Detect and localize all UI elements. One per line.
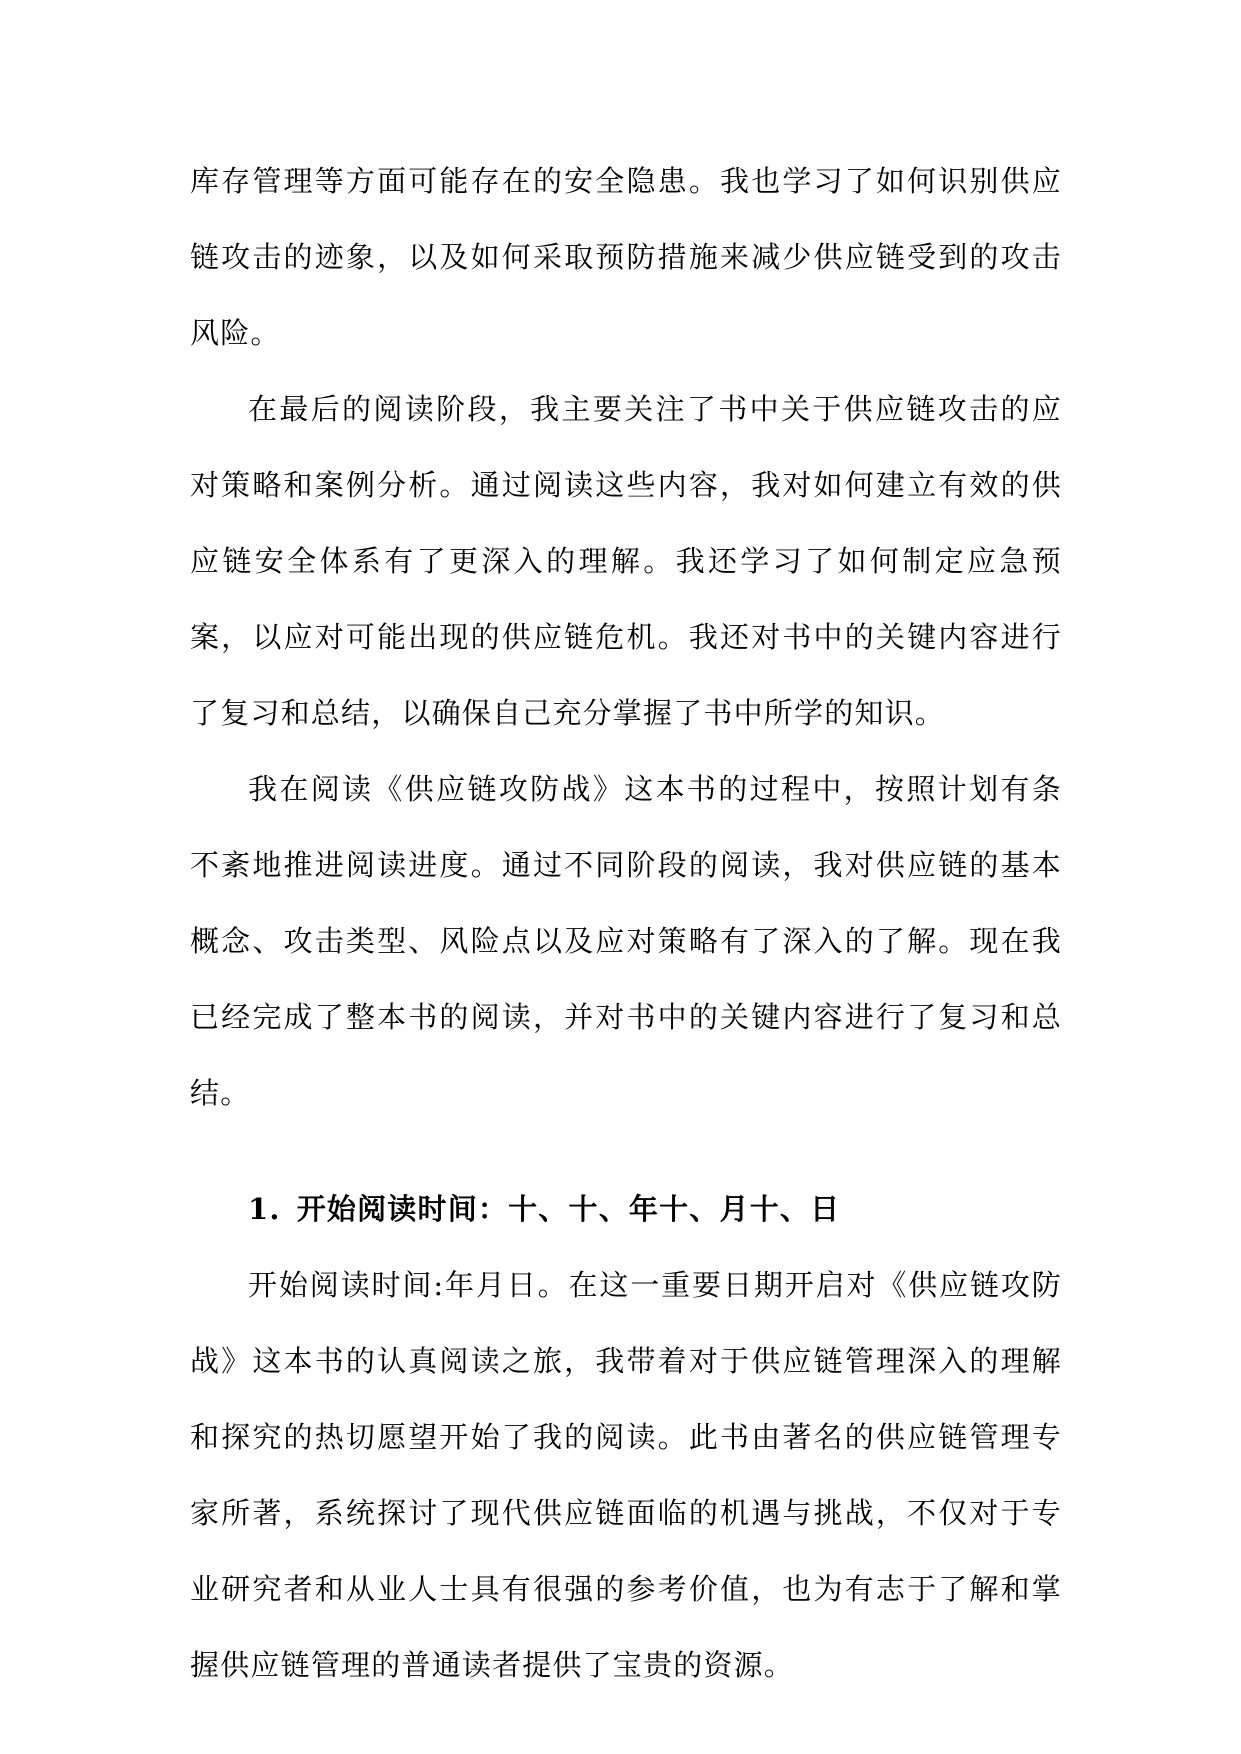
- paragraph: 在最后的阅读阶段，我主要关注了书中关于供应链攻击的应对策略和案例分析。通过阅读这些内容，我对如何建立有效的供应链安全体系有了更深入的理解。我还学习了如何制定应急预案，以应对可能出现的供应链危机。我还对书中的关键内容进行了复习和总结，以确保自己充分掌握了书中所学的知识。: [190, 392, 1062, 730]
- section-number: 1.: [248, 1192, 281, 1226]
- document-body: [190, 143, 1062, 1703]
- paragraph: 我在阅读《供应链攻防战》这本书的过程中，按照计划有条不紊地推进阅读进度。通过不同阶段的阅读，我对供应链的基本概念、攻击类型、风险点以及应对策略有了深入的了解。现在我已经完成了整本书的阅读，并对书中的关键内容进行了复习和总结。: [190, 772, 1062, 1110]
- section-heading: [190, 1171, 1062, 1247]
- paragraph: 开始阅读时间:年月日。在这一重要日期开启对《供应链攻防战》这本书的认真阅读之旅，我带着对于供应链管理深入的理解和探究的热切愿望开始了我的阅读。此书由著名的供应链管理专家所著，系统探讨了现代供应链面临的机遇与挑战，不仅对于专业研究者和从业人士具有很强的参考价值，也为有志于了解和掌握供应链管理的普通读者提供了宝贵的资源。: [190, 1268, 1062, 1682]
- section-heading-text: 开始阅读时间：十、十、年十、月十、日: [296, 1192, 841, 1226]
- paragraph-continued: 库存管理等方面可能存在的安全隐患。我也学习了如何识别供应链攻击的迹象，以及如何采取预防措施来减少供应链受到的攻击风险。: [190, 164, 1062, 350]
